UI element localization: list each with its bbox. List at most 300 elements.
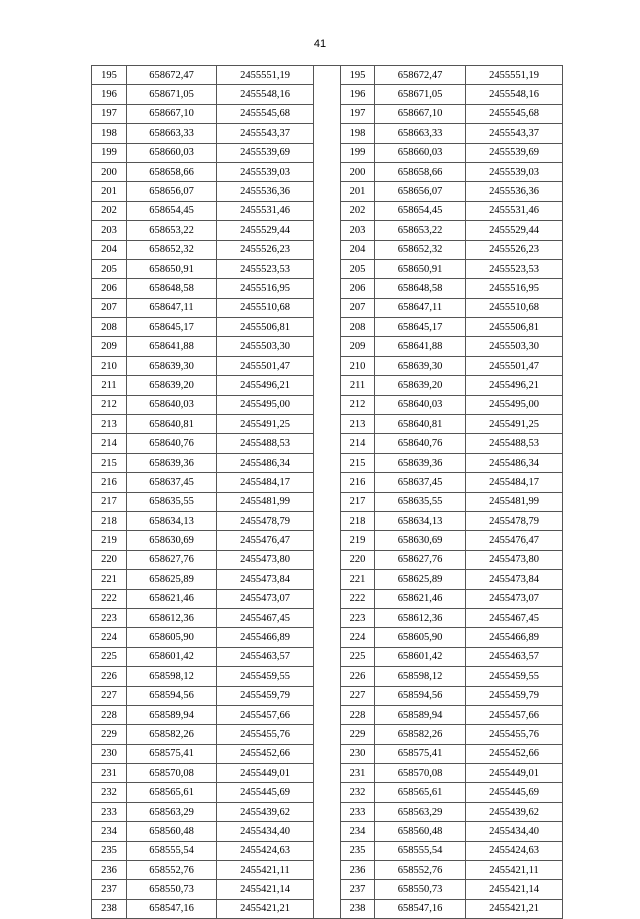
right-x-coordinate-cell: 658634,13 [375,511,466,530]
left-x-coordinate-cell: 658671,05 [127,85,217,104]
left-x-coordinate-cell: 658640,76 [127,434,217,453]
left-x-coordinate-cell: 658663,33 [127,124,217,143]
right-x-coordinate-cell: 658627,76 [375,550,466,569]
column-gap [314,880,341,899]
right-point-number-cell: 225 [341,647,375,666]
left-y-coordinate-cell: 2455421,21 [217,899,314,918]
right-x-coordinate-cell: 658625,89 [375,570,466,589]
table-row [92,628,563,647]
right-point-number-cell: 232 [341,783,375,802]
left-y-coordinate-cell: 2455473,07 [217,589,314,608]
table-row [92,492,563,511]
column-gap [314,686,341,705]
right-y-coordinate-cell: 2455501,47 [466,356,563,375]
left-y-coordinate-cell: 2455459,55 [217,667,314,686]
right-x-coordinate-cell: 658654,45 [375,201,466,220]
column-gap [314,531,341,550]
column-gap [314,415,341,434]
left-point-number-cell: 230 [92,744,127,763]
right-y-coordinate-cell: 2455531,46 [466,201,563,220]
left-y-coordinate-cell: 2455491,25 [217,415,314,434]
table-row [92,201,563,220]
right-point-number-cell: 196 [341,85,375,104]
right-y-coordinate-cell: 2455421,14 [466,880,563,899]
table-row [92,453,563,472]
right-y-coordinate-cell: 2455545,68 [466,104,563,123]
right-x-coordinate-cell: 658565,61 [375,783,466,802]
right-x-coordinate-cell: 658639,20 [375,376,466,395]
left-y-coordinate-cell: 2455478,79 [217,511,314,530]
left-x-coordinate-cell: 658667,10 [127,104,217,123]
left-point-number-cell: 214 [92,434,127,453]
left-point-number-cell: 236 [92,861,127,880]
right-x-coordinate-cell: 658663,33 [375,124,466,143]
left-y-coordinate-cell: 2455459,79 [217,686,314,705]
right-x-coordinate-cell: 658589,94 [375,705,466,724]
column-gap [314,511,341,530]
column-gap [314,298,341,317]
column-gap [314,841,341,860]
left-point-number-cell: 223 [92,608,127,627]
table-row [92,822,563,841]
table-row [92,240,563,259]
right-x-coordinate-cell: 658650,91 [375,259,466,278]
right-y-coordinate-cell: 2455452,66 [466,744,563,763]
right-x-coordinate-cell: 658648,58 [375,279,466,298]
page-number: 41 [313,38,327,50]
left-point-number-cell: 229 [92,725,127,744]
column-gap [314,453,341,472]
right-x-coordinate-cell: 658555,54 [375,841,466,860]
left-x-coordinate-cell: 658598,12 [127,667,217,686]
right-y-coordinate-cell: 2455536,36 [466,182,563,201]
left-x-coordinate-cell: 658650,91 [127,259,217,278]
right-point-number-cell: 207 [341,298,375,317]
left-point-number-cell: 220 [92,550,127,569]
left-x-coordinate-cell: 658637,45 [127,473,217,492]
left-y-coordinate-cell: 2455531,46 [217,201,314,220]
column-gap [314,899,341,918]
left-y-coordinate-cell: 2455526,23 [217,240,314,259]
column-gap [314,608,341,627]
right-y-coordinate-cell: 2455476,47 [466,531,563,550]
left-x-coordinate-cell: 658660,03 [127,143,217,162]
table-row [92,647,563,666]
right-point-number-cell: 222 [341,589,375,608]
column-gap [314,589,341,608]
left-x-coordinate-cell: 658645,17 [127,318,217,337]
left-y-coordinate-cell: 2455457,66 [217,705,314,724]
table-row [92,104,563,123]
right-y-coordinate-cell: 2455473,07 [466,589,563,608]
column-gap [314,570,341,589]
right-y-coordinate-cell: 2455421,21 [466,899,563,918]
left-y-coordinate-cell: 2455495,00 [217,395,314,414]
right-point-number-cell: 215 [341,453,375,472]
right-x-coordinate-cell: 658550,73 [375,880,466,899]
right-y-coordinate-cell: 2455543,37 [466,124,563,143]
right-point-number-cell: 195 [341,66,375,85]
table-row [92,725,563,744]
right-point-number-cell: 218 [341,511,375,530]
right-point-number-cell: 237 [341,880,375,899]
column-gap [314,822,341,841]
right-y-coordinate-cell: 2455491,25 [466,415,563,434]
right-x-coordinate-cell: 658621,46 [375,589,466,608]
right-point-number-cell: 235 [341,841,375,860]
left-y-coordinate-cell: 2455445,69 [217,783,314,802]
right-x-coordinate-cell: 658653,22 [375,221,466,240]
column-gap [314,240,341,259]
left-point-number-cell: 221 [92,570,127,589]
right-point-number-cell: 209 [341,337,375,356]
right-point-number-cell: 227 [341,686,375,705]
right-y-coordinate-cell: 2455529,44 [466,221,563,240]
right-point-number-cell: 221 [341,570,375,589]
right-y-coordinate-cell: 2455463,57 [466,647,563,666]
left-x-coordinate-cell: 658575,41 [127,744,217,763]
right-y-coordinate-cell: 2455539,03 [466,162,563,181]
table-row [92,667,563,686]
right-y-coordinate-cell: 2455459,55 [466,667,563,686]
table-row [92,66,563,85]
column-gap [314,376,341,395]
right-x-coordinate-cell: 658560,48 [375,822,466,841]
left-x-coordinate-cell: 658640,81 [127,415,217,434]
right-point-number-cell: 206 [341,279,375,298]
right-x-coordinate-cell: 658667,10 [375,104,466,123]
left-point-number-cell: 205 [92,259,127,278]
right-point-number-cell: 230 [341,744,375,763]
right-y-coordinate-cell: 2455478,79 [466,511,563,530]
left-y-coordinate-cell: 2455452,66 [217,744,314,763]
right-point-number-cell: 212 [341,395,375,414]
right-x-coordinate-cell: 658672,47 [375,66,466,85]
column-gap [314,802,341,821]
right-x-coordinate-cell: 658552,76 [375,861,466,880]
column-gap [314,337,341,356]
table-row [92,880,563,899]
left-point-number-cell: 238 [92,899,127,918]
right-y-coordinate-cell: 2455523,53 [466,259,563,278]
left-y-coordinate-cell: 2455536,36 [217,182,314,201]
table-row [92,764,563,783]
left-y-coordinate-cell: 2455539,03 [217,162,314,181]
table-row [92,550,563,569]
left-point-number-cell: 207 [92,298,127,317]
right-y-coordinate-cell: 2455481,99 [466,492,563,511]
table-row [92,298,563,317]
left-x-coordinate-cell: 658656,07 [127,182,217,201]
left-point-number-cell: 219 [92,531,127,550]
left-y-coordinate-cell: 2455463,57 [217,647,314,666]
left-y-coordinate-cell: 2455510,68 [217,298,314,317]
right-y-coordinate-cell: 2455466,89 [466,628,563,647]
right-x-coordinate-cell: 658547,16 [375,899,466,918]
right-point-number-cell: 223 [341,608,375,627]
left-point-number-cell: 234 [92,822,127,841]
column-gap [314,356,341,375]
right-x-coordinate-cell: 658658,66 [375,162,466,181]
right-x-coordinate-cell: 658645,17 [375,318,466,337]
left-x-coordinate-cell: 658552,76 [127,861,217,880]
left-x-coordinate-cell: 658648,58 [127,279,217,298]
left-point-number-cell: 197 [92,104,127,123]
right-y-coordinate-cell: 2455539,69 [466,143,563,162]
left-y-coordinate-cell: 2455466,89 [217,628,314,647]
left-y-coordinate-cell: 2455501,47 [217,356,314,375]
left-point-number-cell: 211 [92,376,127,395]
left-x-coordinate-cell: 658582,26 [127,725,217,744]
table-row [92,162,563,181]
left-point-number-cell: 231 [92,764,127,783]
right-y-coordinate-cell: 2455421,11 [466,861,563,880]
right-y-coordinate-cell: 2455484,17 [466,473,563,492]
right-x-coordinate-cell: 658630,69 [375,531,466,550]
left-x-coordinate-cell: 658639,30 [127,356,217,375]
right-x-coordinate-cell: 658575,41 [375,744,466,763]
left-x-coordinate-cell: 658639,36 [127,453,217,472]
left-x-coordinate-cell: 658625,89 [127,570,217,589]
left-point-number-cell: 206 [92,279,127,298]
right-x-coordinate-cell: 658637,45 [375,473,466,492]
left-y-coordinate-cell: 2455421,14 [217,880,314,899]
left-y-coordinate-cell: 2455424,63 [217,841,314,860]
right-point-number-cell: 211 [341,376,375,395]
table-row [92,783,563,802]
right-point-number-cell: 203 [341,221,375,240]
right-point-number-cell: 219 [341,531,375,550]
left-y-coordinate-cell: 2455516,95 [217,279,314,298]
table-row [92,376,563,395]
right-y-coordinate-cell: 2455496,21 [466,376,563,395]
right-point-number-cell: 204 [341,240,375,259]
right-y-coordinate-cell: 2455510,68 [466,298,563,317]
column-gap [314,201,341,220]
table-row [92,124,563,143]
right-y-coordinate-cell: 2455459,79 [466,686,563,705]
left-y-coordinate-cell: 2455543,37 [217,124,314,143]
column-gap [314,550,341,569]
table-row [92,570,563,589]
right-point-number-cell: 226 [341,667,375,686]
right-point-number-cell: 201 [341,182,375,201]
left-point-number-cell: 199 [92,143,127,162]
left-point-number-cell: 213 [92,415,127,434]
left-y-coordinate-cell: 2455481,99 [217,492,314,511]
coordinates-table [91,65,563,919]
right-y-coordinate-cell: 2455526,23 [466,240,563,259]
right-x-coordinate-cell: 658605,90 [375,628,466,647]
left-point-number-cell: 224 [92,628,127,647]
left-point-number-cell: 218 [92,511,127,530]
right-point-number-cell: 197 [341,104,375,123]
right-x-coordinate-cell: 658656,07 [375,182,466,201]
column-gap [314,259,341,278]
left-y-coordinate-cell: 2455449,01 [217,764,314,783]
right-x-coordinate-cell: 658594,56 [375,686,466,705]
right-point-number-cell: 208 [341,318,375,337]
left-x-coordinate-cell: 658641,88 [127,337,217,356]
table-row [92,686,563,705]
right-x-coordinate-cell: 658652,32 [375,240,466,259]
right-y-coordinate-cell: 2455473,84 [466,570,563,589]
left-point-number-cell: 195 [92,66,127,85]
right-point-number-cell: 210 [341,356,375,375]
left-y-coordinate-cell: 2455484,17 [217,473,314,492]
left-x-coordinate-cell: 658653,22 [127,221,217,240]
column-gap [314,221,341,240]
left-x-coordinate-cell: 658560,48 [127,822,217,841]
left-point-number-cell: 235 [92,841,127,860]
left-y-coordinate-cell: 2455434,40 [217,822,314,841]
right-y-coordinate-cell: 2455434,40 [466,822,563,841]
left-y-coordinate-cell: 2455545,68 [217,104,314,123]
left-x-coordinate-cell: 658630,69 [127,531,217,550]
left-point-number-cell: 202 [92,201,127,220]
left-y-coordinate-cell: 2455506,81 [217,318,314,337]
left-x-coordinate-cell: 658563,29 [127,802,217,821]
left-point-number-cell: 198 [92,124,127,143]
left-y-coordinate-cell: 2455551,19 [217,66,314,85]
right-x-coordinate-cell: 658640,81 [375,415,466,434]
left-x-coordinate-cell: 658612,36 [127,608,217,627]
right-x-coordinate-cell: 658570,08 [375,764,466,783]
left-point-number-cell: 222 [92,589,127,608]
left-x-coordinate-cell: 658640,03 [127,395,217,414]
column-gap [314,395,341,414]
right-point-number-cell: 217 [341,492,375,511]
left-x-coordinate-cell: 658621,46 [127,589,217,608]
left-y-coordinate-cell: 2455548,16 [217,85,314,104]
right-point-number-cell: 220 [341,550,375,569]
right-x-coordinate-cell: 658612,36 [375,608,466,627]
right-point-number-cell: 228 [341,705,375,724]
right-y-coordinate-cell: 2455488,53 [466,434,563,453]
right-point-number-cell: 214 [341,434,375,453]
right-point-number-cell: 224 [341,628,375,647]
right-point-number-cell: 216 [341,473,375,492]
right-y-coordinate-cell: 2455424,63 [466,841,563,860]
column-gap [314,647,341,666]
left-y-coordinate-cell: 2455421,11 [217,861,314,880]
left-point-number-cell: 225 [92,647,127,666]
right-x-coordinate-cell: 658640,03 [375,395,466,414]
left-x-coordinate-cell: 658635,55 [127,492,217,511]
left-point-number-cell: 216 [92,473,127,492]
column-gap [314,861,341,880]
left-x-coordinate-cell: 658550,73 [127,880,217,899]
left-x-coordinate-cell: 658672,47 [127,66,217,85]
table-row [92,531,563,550]
left-point-number-cell: 215 [92,453,127,472]
left-x-coordinate-cell: 658627,76 [127,550,217,569]
right-point-number-cell: 236 [341,861,375,880]
right-point-number-cell: 234 [341,822,375,841]
left-y-coordinate-cell: 2455473,84 [217,570,314,589]
column-gap [314,473,341,492]
left-y-coordinate-cell: 2455473,80 [217,550,314,569]
column-gap [314,705,341,724]
right-y-coordinate-cell: 2455467,45 [466,608,563,627]
right-x-coordinate-cell: 658563,29 [375,802,466,821]
left-y-coordinate-cell: 2455467,45 [217,608,314,627]
table-row [92,143,563,162]
table-row [92,608,563,627]
right-x-coordinate-cell: 658601,42 [375,647,466,666]
table-row [92,434,563,453]
table-row [92,182,563,201]
right-y-coordinate-cell: 2455455,76 [466,725,563,744]
left-point-number-cell: 233 [92,802,127,821]
left-point-number-cell: 200 [92,162,127,181]
left-y-coordinate-cell: 2455439,62 [217,802,314,821]
column-gap [314,744,341,763]
left-point-number-cell: 212 [92,395,127,414]
right-y-coordinate-cell: 2455516,95 [466,279,563,298]
right-y-coordinate-cell: 2455449,01 [466,764,563,783]
table-row [92,744,563,763]
right-y-coordinate-cell: 2455486,34 [466,453,563,472]
left-point-number-cell: 210 [92,356,127,375]
table-row [92,337,563,356]
table-row [92,395,563,414]
column-gap [314,783,341,802]
right-point-number-cell: 200 [341,162,375,181]
left-x-coordinate-cell: 658589,94 [127,705,217,724]
right-point-number-cell: 238 [341,899,375,918]
column-gap [314,124,341,143]
left-point-number-cell: 209 [92,337,127,356]
right-point-number-cell: 198 [341,124,375,143]
table-row [92,85,563,104]
right-y-coordinate-cell: 2455473,80 [466,550,563,569]
table-row [92,589,563,608]
right-y-coordinate-cell: 2455551,19 [466,66,563,85]
left-point-number-cell: 227 [92,686,127,705]
column-gap [314,628,341,647]
table-row [92,259,563,278]
left-y-coordinate-cell: 2455539,69 [217,143,314,162]
table-row [92,221,563,240]
left-y-coordinate-cell: 2455455,76 [217,725,314,744]
column-gap [314,279,341,298]
right-y-coordinate-cell: 2455445,69 [466,783,563,802]
left-point-number-cell: 237 [92,880,127,899]
right-y-coordinate-cell: 2455503,30 [466,337,563,356]
table-row [92,318,563,337]
right-x-coordinate-cell: 658647,11 [375,298,466,317]
left-x-coordinate-cell: 658639,20 [127,376,217,395]
right-point-number-cell: 229 [341,725,375,744]
right-x-coordinate-cell: 658640,76 [375,434,466,453]
left-point-number-cell: 226 [92,667,127,686]
column-gap [314,104,341,123]
left-x-coordinate-cell: 658647,11 [127,298,217,317]
left-y-coordinate-cell: 2455523,53 [217,259,314,278]
right-x-coordinate-cell: 658639,36 [375,453,466,472]
column-gap [314,85,341,104]
left-point-number-cell: 201 [92,182,127,201]
right-point-number-cell: 231 [341,764,375,783]
right-y-coordinate-cell: 2455495,00 [466,395,563,414]
left-x-coordinate-cell: 658634,13 [127,511,217,530]
left-x-coordinate-cell: 658570,08 [127,764,217,783]
table-row [92,511,563,530]
left-point-number-cell: 203 [92,221,127,240]
right-point-number-cell: 199 [341,143,375,162]
right-x-coordinate-cell: 658660,03 [375,143,466,162]
